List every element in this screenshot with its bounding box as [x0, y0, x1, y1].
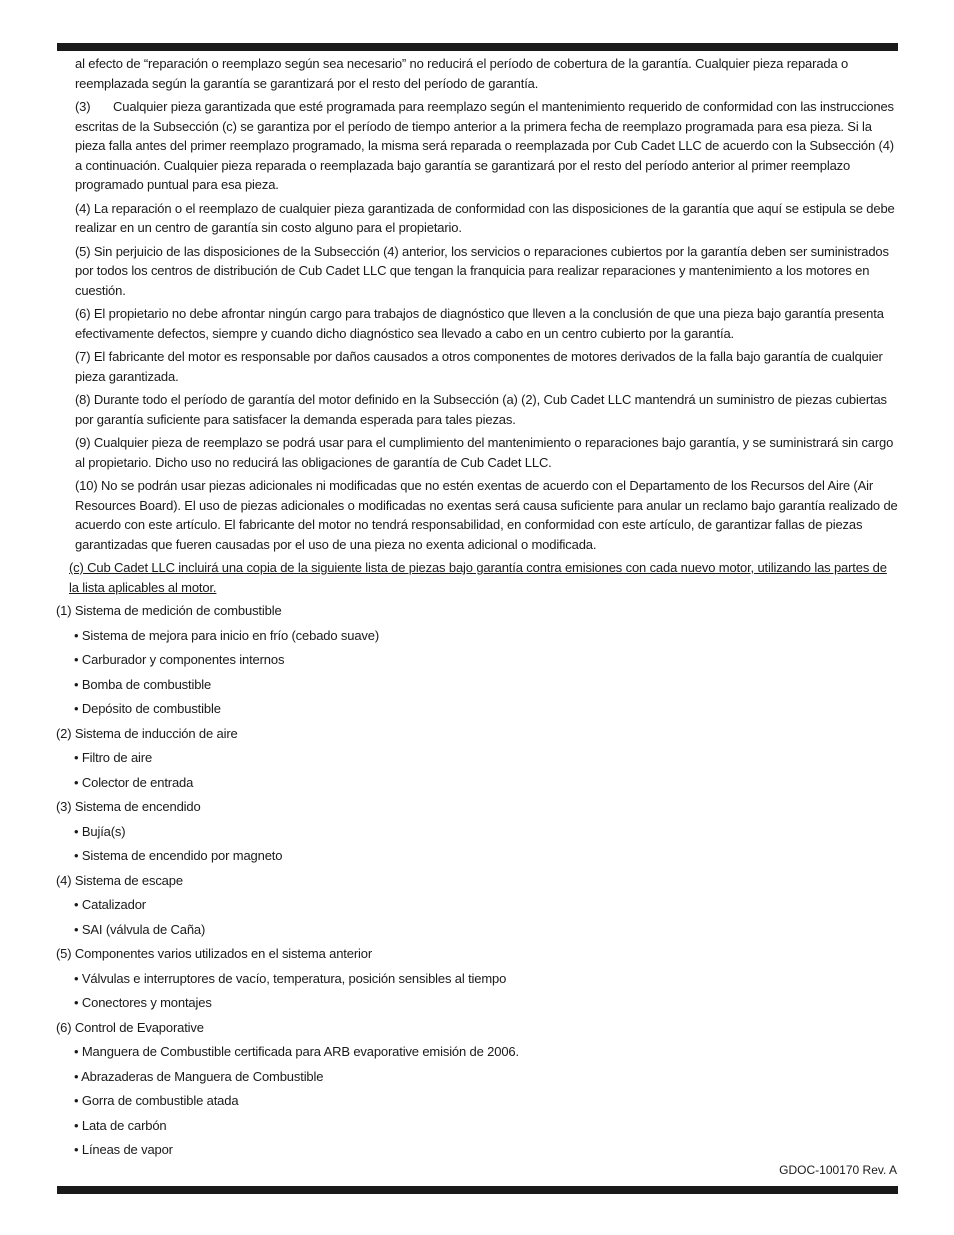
paragraph-5: (5) Sin perjuicio de las disposiciones de la Subsección (4) anterior, los servicios o reparaciones cubiertos por la garantía deben ser suministrados por todos los centros de distribución de Cub Cadet LLC que tengan la franquicia para realizar reparaciones y mantenimiento a los motores en cuestión.	[75, 243, 889, 298]
parts-list-item: • Válvulas e interruptores de vacío, temperatura, posición sensibles al tiempo	[74, 970, 507, 986]
subsection-c: (c) Cub Cadet LLC incluirá una copia de la siguiente lista de piezas bajo garantía contra emisiones con cada nuevo motor, utilizando las partes de la lista aplicables al motor.	[69, 560, 887, 595]
bullet: •	[74, 627, 79, 643]
paragraph-10: (10) No se podrán usar piezas adicionales ni modificadas que no estén exentas de acuerdo con el Departamento de los Recursos del Aire (Air Resources Board). El uso de piezas adicionales o modificadas no exentas será causa suficiente para anular un reclamo bajo garantía realizado de acuerdo con este artículo. El fabricante del motor no tendrá responsabilidad, en conformidad con este artículo, de garantizar fallas de piezas garantizadas que fueren causadas por el uso de una pieza no exenta adicional o modificada.	[75, 478, 898, 552]
bullet: •	[74, 823, 79, 839]
bullet: •	[74, 1093, 79, 1108]
bullet: •	[74, 921, 79, 937]
parts-group-title: (2) Sistema de inducción de aire	[56, 725, 238, 741]
parts-list-item: • Depósito de combustible	[74, 701, 221, 716]
paragraph-3-number: (3)	[75, 99, 91, 114]
bullet: •	[74, 1117, 79, 1133]
parts-list-item: • Sistema de encendido por magneto	[74, 848, 283, 863]
parts-group-title: (5) Componentes varios utilizados en el sistema anterior	[56, 946, 373, 961]
bullet: •	[74, 995, 79, 1010]
parts-list-item: • Conectores y montajes	[74, 995, 212, 1010]
bullet: •	[74, 1142, 79, 1157]
parts-list-item: • Catalizador	[74, 897, 146, 912]
parts-list-item: • Colector de entrada	[74, 774, 194, 790]
bullet: •	[74, 750, 79, 765]
paragraph-4: (4) La reparación o el reemplazo de cualquier pieza garantizada de conformidad con las disposiciones de la garantía que aquí se estipula se debe realizar en un centro de garantía sin costo alguno para el propietario.	[75, 200, 895, 235]
parts-list-item: • Líneas de vapor	[74, 1142, 173, 1157]
paragraph-9: (9) Cualquier pieza de reemplazo se podrá usar para el cumplimiento del mantenimiento o reparaciones bajo garantía, y se suministrará sin cargo al propietario. Dicho uso no reducirá las obligaciones de garantía de Cub Cadet LLC.	[75, 435, 894, 470]
paragraph-8: (8) Durante todo el período de garantía del motor definido en la Subsección (a) (2), Cub Cadet LLC mantendrá un suministro de piezas cubiertas por garantía suficiente para satisfacer la demanda esperada para tales piezas.	[75, 392, 887, 427]
document-body	[56, 54, 899, 1165]
bullet: •	[74, 701, 79, 716]
parts-list-item: • Bujía(s)	[74, 823, 126, 839]
paragraph-continuation: al efecto de “reparación o reemplazo según sea necesario” no reducirá el período de cobertura de la garantía. Cualquier pieza reparada o reemplazada según la garantía se garantizará por el resto del período de garantía.	[75, 56, 849, 91]
bullet: •	[74, 652, 79, 667]
paragraph-3	[56, 97, 899, 195]
parts-list-item: • Manguera de Combustible certificada para ARB evaporative emisión de 2006.	[74, 1044, 519, 1059]
parts-group-title: (1) Sistema de medición de combustible	[56, 603, 282, 618]
parts-list-item: • Bomba de combustible	[74, 676, 212, 692]
top-rule	[57, 43, 898, 51]
paragraph-3-text: Cualquier pieza garantizada que esté programada para reemplazo según el mantenimiento requerido de conformidad con las instrucciones escritas de la Subsección (c) se garantiza por el período de tiempo anterior a la primera fecha de reemplazo programada para esa pieza. Si la pieza falla antes del primer reemplazo programado, la misma será reparada o reemplazada por Cub Cadet LLC de acuerdo con la Subsección (4) a continuación. Cualquier pieza reparada o reemplazada bajo garantía se garantizará por el resto del período anterior al primer reemplazo programado puntual para esa pieza.	[75, 99, 894, 192]
bullet: •	[74, 1044, 79, 1059]
document-id: GDOC-100170 Rev. A	[779, 1163, 897, 1177]
bottom-rule	[57, 1186, 898, 1194]
bullet: •	[74, 848, 79, 863]
bullet: •	[74, 970, 79, 986]
paragraph-6: (6) El propietario no debe afrontar ningún cargo para trabajos de diagnóstico que lleven a la conclusión de que una pieza bajo garantía presenta efectivamente defectos, siempre y cuando dicho diagnóstico sea llevado a cabo en un centro cubierto por la garantía.	[75, 306, 884, 341]
parts-list-item: • Gorra de combustible atada	[74, 1093, 239, 1108]
bullet: •	[74, 774, 79, 790]
bullet: •	[74, 897, 79, 912]
bullet: •	[74, 676, 79, 692]
parts-list	[56, 601, 899, 1160]
parts-list-item: • Filtro de aire	[74, 750, 153, 765]
paragraph-7: (7) El fabricante del motor es responsable por daños causados a otros componentes de motores derivados de la falla bajo garantía de cualquier pieza garantizada.	[75, 349, 883, 384]
parts-list-item: • Lata de carbón	[74, 1117, 167, 1133]
parts-list-item: • Carburador y componentes internos	[74, 652, 285, 667]
parts-list-item: • Sistema de mejora para inicio en frío (cebado suave)	[74, 627, 380, 643]
parts-list-item: • SAI (válvula de Caña)	[74, 921, 206, 937]
parts-group-title: (4) Sistema de escape	[56, 872, 183, 888]
parts-group-title: (6) Control de Evaporative	[56, 1019, 204, 1035]
parts-group-title: (3) Sistema de encendido	[56, 799, 201, 814]
parts-list-item: • Abrazaderas de Manguera de Combustible	[74, 1068, 324, 1084]
bullet: •	[74, 1068, 79, 1084]
